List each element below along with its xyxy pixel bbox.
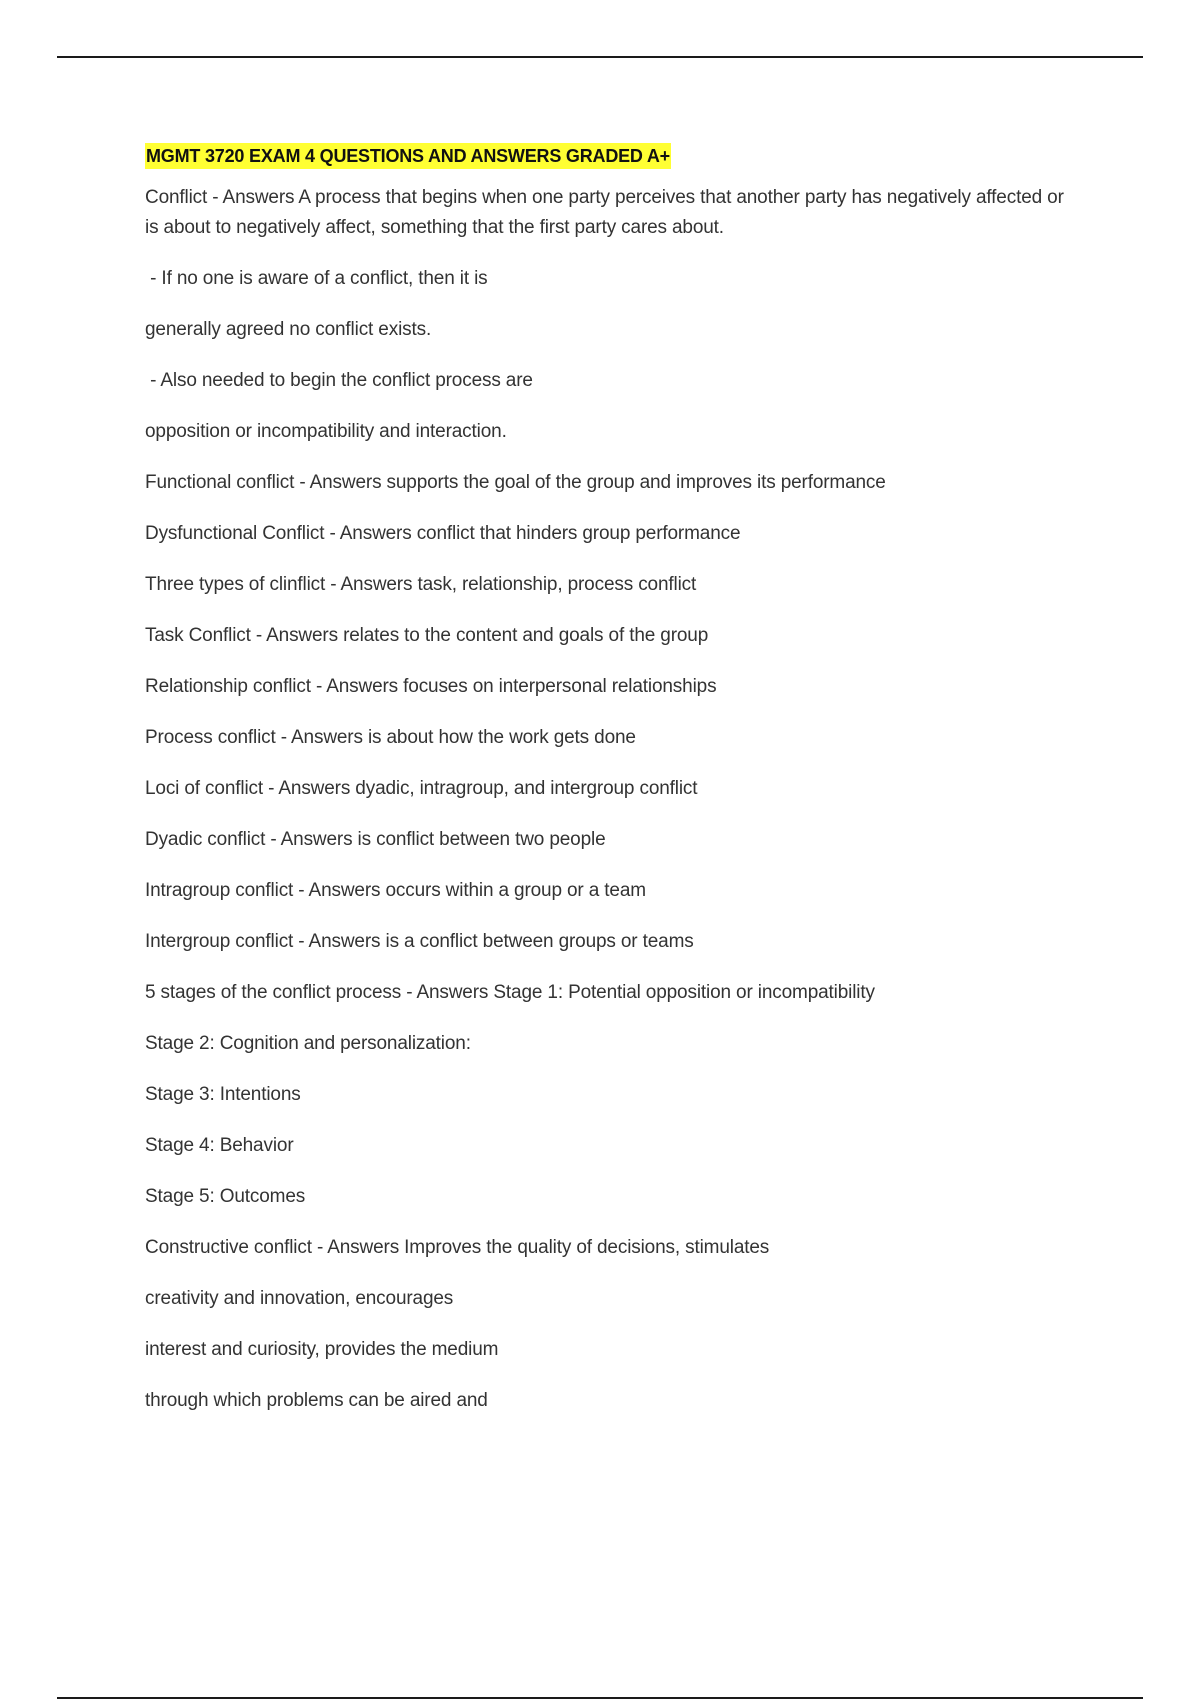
- paragraph: - Also needed to begin the conflict process are: [145, 370, 533, 391]
- document-title: [145, 143, 1075, 183]
- paragraph: Intragroup conflict - Answers occurs within a group or a team: [145, 880, 646, 901]
- paragraph: Dyadic conflict - Answers is conflict between two people: [145, 829, 606, 850]
- paragraph: Functional conflict - Answers supports the goal of the group and improves its performance: [145, 472, 886, 493]
- paragraph: - If no one is aware of a conflict, then it is: [145, 268, 488, 289]
- paragraph: Relationship conflict - Answers focuses on interpersonal relationships: [145, 676, 717, 697]
- paragraph: Stage 4: Behavior: [145, 1135, 294, 1156]
- paragraph: generally agreed no conflict exists.: [145, 319, 432, 340]
- document-body: [145, 143, 1075, 1437]
- paragraph: Stage 3: Intentions: [145, 1084, 301, 1105]
- title-highlight: MGMT 3720 EXAM 4 QUESTIONS AND ANSWERS GRADED A+: [145, 143, 671, 169]
- paragraph: Process conflict - Answers is about how the work gets done: [145, 727, 636, 748]
- paragraph: Loci of conflict - Answers dyadic, intragroup, and intergroup conflict: [145, 778, 698, 799]
- paragraph: Three types of clinflict - Answers task, relationship, process conflict: [145, 574, 697, 595]
- paragraph: through which problems can be aired and: [145, 1390, 488, 1411]
- paragraph: 5 stages of the conflict process - Answers Stage 1: Potential opposition or incompatibility: [145, 982, 875, 1003]
- paragraph: Intergroup conflict - Answers is a conflict between groups or teams: [145, 931, 694, 952]
- paragraph: Stage 5: Outcomes: [145, 1186, 306, 1207]
- header-rule: [57, 56, 1143, 58]
- paragraph: Dysfunctional Conflict - Answers conflict that hinders group performance: [145, 523, 741, 544]
- paragraph: Constructive conflict - Answers Improves the quality of decisions, stimulates: [145, 1237, 770, 1258]
- footer-rule: [57, 1697, 1143, 1699]
- paragraph-conflict: Conflict - Answers A process that begins when one party perceives that another party has negatively affected or is about to negatively affect, something that the first party cares about.: [145, 187, 1064, 238]
- paragraph: interest and curiosity, provides the medium: [145, 1339, 499, 1360]
- paragraph: opposition or incompatibility and interaction.: [145, 421, 507, 442]
- paragraph: Stage 2: Cognition and personalization:: [145, 1033, 471, 1054]
- paragraph: Task Conflict - Answers relates to the content and goals of the group: [145, 625, 709, 646]
- paragraph: creativity and innovation, encourages: [145, 1288, 454, 1309]
